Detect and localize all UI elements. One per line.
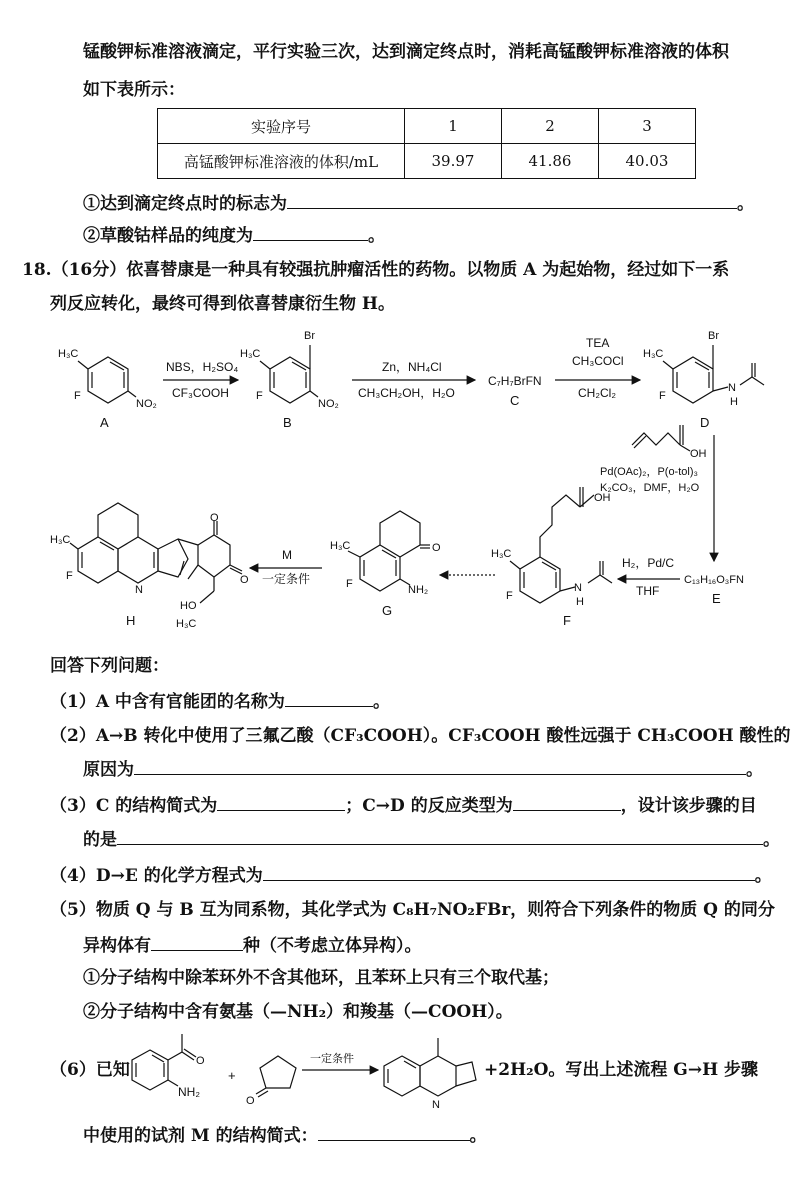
q17-sub1-text: ①达到滴定终点时的标志为 — [83, 194, 287, 214]
cond-ef-bottom: THF — [636, 584, 660, 598]
cond-cd-top1: TEA — [586, 336, 610, 350]
answer-blank[interactable] — [513, 792, 621, 811]
cond-ab-top: NBS，H₂SO₄ — [166, 360, 239, 374]
question-6-line-2 — [83, 1122, 487, 1148]
answer-blank[interactable] — [117, 826, 763, 845]
table-cell: 高锰酸钾标准溶液的体积/mL — [158, 144, 405, 179]
label-h: H — [730, 396, 738, 408]
q17-sub2-text: ②草酸钴样品的纯度为 — [83, 226, 253, 246]
q2-text: 原因为 — [83, 760, 134, 780]
question-3-line-2 — [83, 826, 780, 852]
q17-sub2 — [83, 222, 385, 248]
cond-cd-top2: CH₃COCl — [572, 354, 624, 368]
label-o: O — [196, 1055, 205, 1067]
label-f: F — [506, 590, 513, 602]
table-cell: 1 — [405, 109, 502, 144]
table-cell: 40.03 — [599, 144, 696, 179]
reaction-scheme — [0, 325, 800, 640]
q6-reaction — [120, 1028, 480, 1113]
q3-text-b: ；C→D 的反应类型为 — [345, 796, 513, 816]
volume-table — [157, 108, 696, 179]
cond-de-1: Pd(OAc)₂，P(o-tol)₃ — [600, 466, 698, 478]
label-o: O — [240, 574, 249, 586]
q17-sub2-end: 。 — [368, 226, 385, 246]
q17-sub1-end: 。 — [737, 194, 754, 214]
q6-text-line2: 中使用的试剂 M 的结构简式： — [83, 1126, 318, 1146]
question-5-line-1: （5）物质 Q 与 B 互为同系物，其化学式为 C₈H₇NO₂FBr，则符合下列条件的物质 Q 的同分 — [50, 900, 775, 920]
compound-d — [643, 330, 764, 430]
q6-plus: + — [228, 1068, 236, 1083]
compound-b — [240, 330, 339, 430]
label-oh: OH — [690, 448, 707, 460]
label-e: E — [712, 591, 721, 606]
table-row — [158, 109, 696, 144]
label-br: Br — [304, 330, 315, 342]
q3-text-line2: 的是 — [83, 830, 117, 850]
compound-h — [50, 503, 249, 630]
question-2-line-1: （2）A→B 转化中使用了三氟乙酸（CF₃COOH）。CF₃COOH 酸性远强于 CH₃COOH 酸性的 — [50, 726, 791, 746]
label-n: N — [432, 1099, 440, 1111]
q5-text-b: 种（不考虑立体异构）。 — [243, 936, 422, 956]
q1-text: （1）A 中含有官能团的名称为 — [50, 692, 285, 712]
label-o: O — [432, 542, 441, 554]
q3-end: 。 — [763, 830, 780, 850]
cond-cd-bottom: CH₂Cl₂ — [578, 386, 616, 400]
label-f-compound: F — [563, 613, 571, 628]
q17-sub1 — [83, 190, 754, 216]
answer-blank[interactable] — [287, 190, 737, 209]
label-o: O — [210, 512, 219, 524]
answer-prompt: 回答下列问题： — [50, 656, 169, 676]
question-5-line-2 — [83, 932, 422, 958]
table-cell: 41.86 — [502, 144, 599, 179]
label-no2: NO₂ — [136, 398, 157, 410]
cond-bc-bottom: CH₃CH₂OH，H₂O — [358, 386, 455, 400]
q6-prefix: （6）已知 — [50, 1060, 130, 1080]
q1-end: 。 — [372, 692, 390, 712]
q6-condition: 一定条件 — [310, 1053, 354, 1065]
cond-gh-bottom: 一定条件 — [262, 572, 311, 586]
q6-end: 。 — [469, 1126, 487, 1146]
label-nh2: NH₂ — [178, 1085, 200, 1099]
compound-a — [58, 348, 157, 430]
question-3-line-1 — [50, 792, 757, 818]
label-f: F — [74, 390, 81, 402]
question-2-line-2 — [83, 756, 763, 782]
label-h3c: H₃C — [176, 618, 197, 630]
q4-text: （4）D→E 的化学方程式为 — [50, 866, 263, 886]
label-o: O — [246, 1095, 255, 1107]
label-c: C — [510, 393, 520, 408]
cond-bc-top: Zn，NH₄Cl — [382, 360, 442, 374]
label-h-compound: H — [126, 613, 136, 628]
label-n: N — [135, 584, 143, 596]
table-cell: 2 — [502, 109, 599, 144]
cond-de-2: K₂CO₃，DMF，H₂O — [600, 482, 700, 494]
q4-end: 。 — [754, 866, 772, 886]
table-cell: 实验序号 — [158, 109, 405, 144]
q2-end: 。 — [746, 760, 763, 780]
label-no2: NO₂ — [318, 398, 339, 410]
answer-blank[interactable] — [318, 1122, 470, 1141]
label-n: N — [728, 382, 736, 394]
label-b: B — [283, 415, 292, 430]
label-d: D — [700, 415, 710, 430]
reagent-butenoic-acid — [632, 425, 707, 460]
label-f: F — [659, 390, 666, 402]
answer-blank[interactable] — [263, 862, 755, 881]
label-h3c: H₃C — [491, 548, 512, 560]
answer-blank[interactable] — [285, 688, 373, 707]
table-cell: 39.97 — [405, 144, 502, 179]
compound-f — [491, 487, 612, 628]
label-h3c: H₃C — [330, 540, 351, 552]
answer-blank[interactable] — [217, 792, 345, 811]
label-a: A — [100, 415, 109, 430]
label-f: F — [346, 578, 353, 590]
label-h3c: H₃C — [643, 348, 664, 360]
label-h3c: H₃C — [58, 348, 79, 360]
intro-line-1: 锰酸钾标准溶液滴定，平行实验三次，达到滴定终点时，消耗高锰酸钾标准溶液的体积 — [83, 42, 729, 62]
cond-ef-top: H₂，Pd/C — [622, 556, 675, 570]
question-5-condition-1: ①分子结构中除苯环外不含其他环，且苯环上只有三个取代基； — [83, 968, 559, 988]
q6-product-text: +2H₂O。写出上述流程 G→H 步骤 — [484, 1060, 759, 1080]
cond-gh-top: M — [282, 548, 292, 562]
label-nh2: NH₂ — [408, 584, 429, 596]
answer-blank[interactable] — [253, 222, 368, 241]
q3-text-a: （3）C 的结构简式为 — [50, 796, 218, 816]
formula-c: C₇H₇BrFN — [488, 374, 542, 388]
table-cell: 3 — [599, 109, 696, 144]
formula-e: C₁₃H₁₆O₃FN — [684, 574, 744, 586]
q6-product — [384, 1038, 476, 1111]
q6-reactant-1 — [132, 1034, 205, 1099]
cond-ab-bottom: CF₃COOH — [172, 386, 229, 400]
label-oh: OH — [594, 492, 611, 504]
compound-g — [330, 511, 441, 618]
q18-line-2: 列反应转化，最终可得到依喜替康衍生物 H。 — [50, 294, 395, 314]
q6-reactant-2 — [246, 1056, 296, 1107]
label-br: Br — [708, 330, 719, 342]
label-f: F — [256, 390, 263, 402]
intro-line-2: 如下表所示： — [83, 80, 185, 100]
answer-blank[interactable] — [134, 756, 746, 775]
question-5-condition-2: ②分子结构中含有氨基（—NH₂）和羧基（—COOH）。 — [83, 1002, 513, 1022]
answer-blank[interactable] — [151, 932, 243, 951]
q5-text-a: 异构体有 — [83, 936, 151, 956]
label-h3c: H₃C — [50, 534, 71, 546]
question-4 — [50, 862, 772, 888]
table-row — [158, 144, 696, 179]
q3-text-c: ，设计该步骤的目 — [620, 796, 757, 816]
question-1 — [50, 688, 390, 714]
label-g: G — [382, 603, 393, 618]
label-h3c: H₃C — [240, 348, 261, 360]
label-f: F — [66, 570, 73, 582]
q18-line-1: 18.（16分）依喜替康是一种具有较强抗肿瘤活性的药物。以物质 A 为起始物，经过如下一系 — [22, 260, 730, 280]
label-n: N — [574, 582, 582, 594]
label-h: H — [576, 596, 584, 608]
label-ho: HO — [180, 600, 197, 612]
